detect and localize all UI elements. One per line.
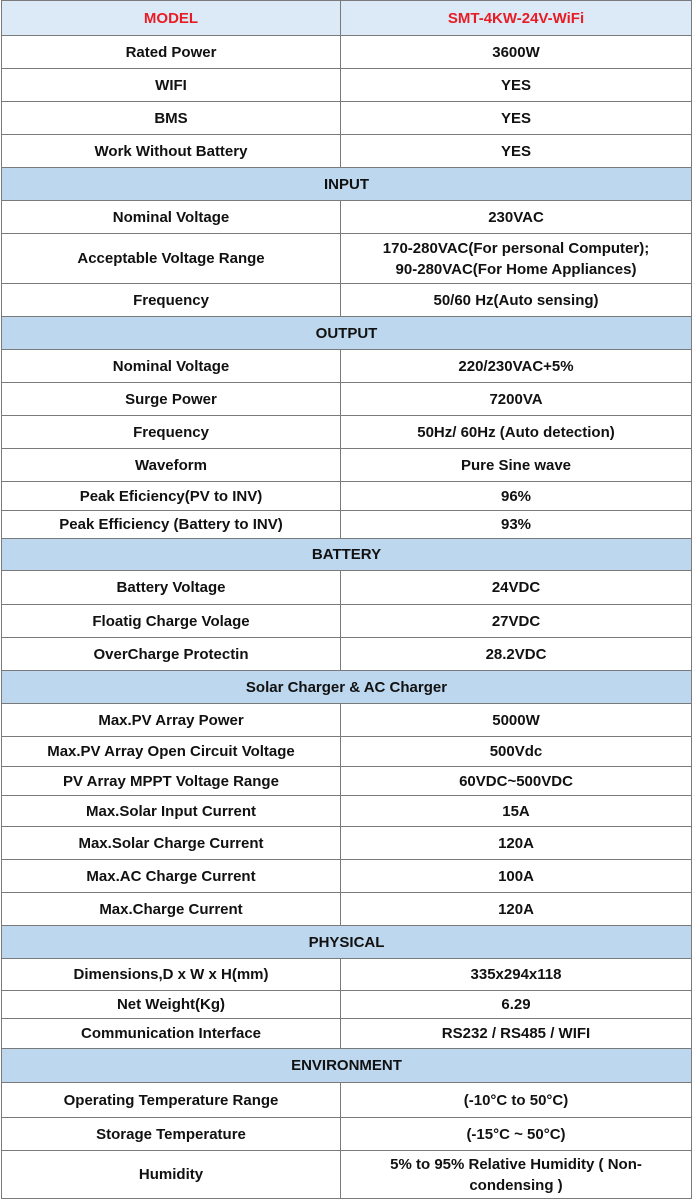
spec-label: Battery Voltage <box>2 571 341 605</box>
model-label: MODEL <box>2 1 341 36</box>
spec-row-max-pv-array-power <box>2 704 692 737</box>
spec-value: 120A <box>341 893 692 926</box>
spec-value: 6.29 <box>341 991 692 1019</box>
spec-value-line-2: 90-280VAC(For Home Appliances) <box>395 260 637 278</box>
spec-row-input-frequency <box>2 284 692 317</box>
spec-row-mppt-voltage-range <box>2 767 692 796</box>
spec-value: RS232 / RS485 / WIFI <box>341 1019 692 1049</box>
spec-value: 120A <box>341 827 692 860</box>
spec-value: Pure Sine wave <box>341 449 692 482</box>
section-header-output <box>2 317 692 350</box>
section-title: Solar Charger & AC Charger <box>2 671 692 704</box>
spec-label: Max.Solar Input Current <box>2 796 341 827</box>
spec-value: (-15°C ~ 50°C) <box>341 1118 692 1151</box>
spec-row-humidity <box>2 1151 692 1199</box>
spec-label: Rated Power <box>2 36 341 69</box>
spec-table <box>1 0 692 1199</box>
section-header-charger <box>2 671 692 704</box>
spec-row-surge-power <box>2 383 692 416</box>
spec-row-storage-temperature <box>2 1118 692 1151</box>
section-header-environment <box>2 1049 692 1083</box>
model-header-row <box>2 1 692 36</box>
spec-row-peak-efficiency-pv <box>2 482 692 511</box>
spec-row-max-charge-current <box>2 893 692 926</box>
spec-value-multiline <box>341 1151 692 1199</box>
spec-label: Acceptable Voltage Range <box>2 234 341 284</box>
spec-label: Max.Solar Charge Current <box>2 827 341 860</box>
spec-value: 3600W <box>341 36 692 69</box>
section-title: OUTPUT <box>2 317 692 350</box>
spec-value: 27VDC <box>341 605 692 638</box>
spec-label: Operating Temperature Range <box>2 1083 341 1118</box>
spec-label: Dimensions,D x W x H(mm) <box>2 959 341 991</box>
spec-row-max-pv-open-circuit-voltage <box>2 737 692 767</box>
spec-value: 335x294x118 <box>341 959 692 991</box>
spec-value-line-1: 170-280VAC(For personal Computer); <box>382 239 650 257</box>
spec-label: Max.AC Charge Current <box>2 860 341 893</box>
spec-value-line-2: condensing ) <box>469 1176 563 1194</box>
spec-table-body <box>2 1 692 1199</box>
spec-label: Work Without Battery <box>2 135 341 168</box>
spec-label: Max.PV Array Power <box>2 704 341 737</box>
spec-label: Frequency <box>2 284 341 317</box>
spec-row-input-nominal-voltage <box>2 201 692 234</box>
spec-row-bms <box>2 102 692 135</box>
spec-label: BMS <box>2 102 341 135</box>
spec-row-output-frequency <box>2 416 692 449</box>
spec-row-battery-voltage <box>2 571 692 605</box>
section-header-battery <box>2 539 692 571</box>
spec-value: 28.2VDC <box>341 638 692 671</box>
spec-label: Nominal Voltage <box>2 201 341 234</box>
spec-value-multiline <box>341 234 692 284</box>
spec-row-max-solar-input-current <box>2 796 692 827</box>
model-value: SMT-4KW-24V-WiFi <box>341 1 692 36</box>
spec-row-output-nominal-voltage <box>2 350 692 383</box>
spec-label: Net Weight(Kg) <box>2 991 341 1019</box>
spec-value: 220/230VAC+5% <box>341 350 692 383</box>
spec-label: Storage Temperature <box>2 1118 341 1151</box>
spec-value: 24VDC <box>341 571 692 605</box>
spec-value: 96% <box>341 482 692 511</box>
spec-value: (-10°C to 50°C) <box>341 1083 692 1118</box>
spec-label: Communication Interface <box>2 1019 341 1049</box>
spec-row-work-without-battery <box>2 135 692 168</box>
spec-value: 7200VA <box>341 383 692 416</box>
spec-value: YES <box>341 102 692 135</box>
spec-value: 15A <box>341 796 692 827</box>
section-header-physical <box>2 926 692 959</box>
spec-value: YES <box>341 69 692 102</box>
spec-row-float-charge-voltage <box>2 605 692 638</box>
spec-row-wifi <box>2 69 692 102</box>
section-title: BATTERY <box>2 539 692 571</box>
spec-label: Max.PV Array Open Circuit Voltage <box>2 737 341 767</box>
section-title: INPUT <box>2 168 692 201</box>
spec-value: 100A <box>341 860 692 893</box>
spec-label: WIFI <box>2 69 341 102</box>
spec-value: 50Hz/ 60Hz (Auto detection) <box>341 416 692 449</box>
spec-label: PV Array MPPT Voltage Range <box>2 767 341 796</box>
spec-label: Max.Charge Current <box>2 893 341 926</box>
spec-row-rated-power <box>2 36 692 69</box>
spec-row-operating-temperature <box>2 1083 692 1118</box>
spec-label: Surge Power <box>2 383 341 416</box>
spec-value: 230VAC <box>341 201 692 234</box>
spec-row-max-solar-charge-current <box>2 827 692 860</box>
spec-label: Nominal Voltage <box>2 350 341 383</box>
spec-value-line-1: 5% to 95% Relative Humidity ( Non- <box>390 1155 642 1173</box>
section-header-input <box>2 168 692 201</box>
section-title: PHYSICAL <box>2 926 692 959</box>
spec-value: 500Vdc <box>341 737 692 767</box>
spec-row-overcharge-protection <box>2 638 692 671</box>
spec-row-communication-interface <box>2 1019 692 1049</box>
spec-row-dimensions <box>2 959 692 991</box>
spec-label: Peak Eficiency(PV to INV) <box>2 482 341 511</box>
spec-label: Frequency <box>2 416 341 449</box>
spec-label: OverCharge Protectin <box>2 638 341 671</box>
spec-value: YES <box>341 135 692 168</box>
spec-row-peak-efficiency-battery <box>2 511 692 539</box>
spec-label: Waveform <box>2 449 341 482</box>
spec-value: 93% <box>341 511 692 539</box>
spec-row-max-ac-charge-current <box>2 860 692 893</box>
spec-label: Peak Efficiency (Battery to INV) <box>2 511 341 539</box>
spec-row-waveform <box>2 449 692 482</box>
spec-value: 5000W <box>341 704 692 737</box>
spec-row-net-weight <box>2 991 692 1019</box>
section-title: ENVIRONMENT <box>2 1049 692 1083</box>
spec-value: 60VDC~500VDC <box>341 767 692 796</box>
spec-row-acceptable-voltage-range <box>2 234 692 284</box>
spec-label: Floatig Charge Volage <box>2 605 341 638</box>
spec-label: Humidity <box>2 1151 341 1199</box>
spec-value: 50/60 Hz(Auto sensing) <box>341 284 692 317</box>
